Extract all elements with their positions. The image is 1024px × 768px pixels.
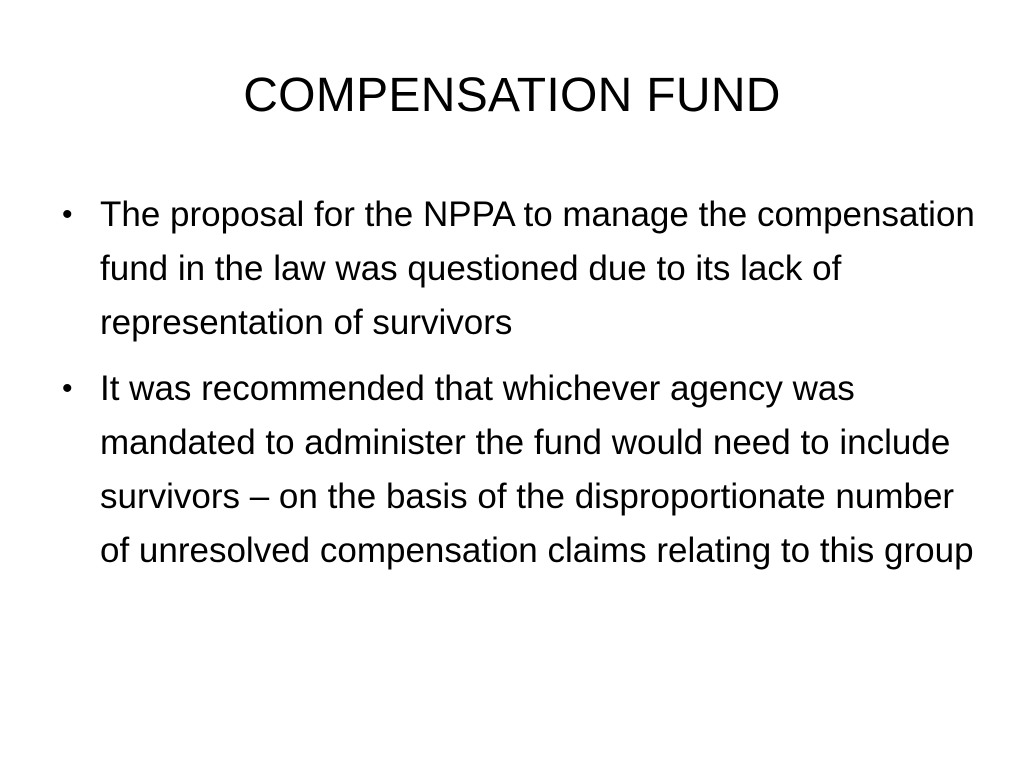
bullet-list <box>52 188 987 590</box>
bullet-text: It was recommended that whichever agency was mandated to administer the fund would need to include survivors – on the basis of the disproportionate number of unresolved compensation claims relating to this group <box>100 369 974 570</box>
bullet-item-proposal <box>52 188 987 350</box>
bullet-item-recommendation <box>52 362 987 578</box>
bullet-icon: • <box>62 198 73 231</box>
bullet-icon: • <box>62 372 73 405</box>
slide-title: COMPENSATION FUND <box>243 69 781 122</box>
bullet-text: The proposal for the NPPA to manage the compensation fund in the law was questioned due to its lack of representation of survivors <box>100 195 975 342</box>
